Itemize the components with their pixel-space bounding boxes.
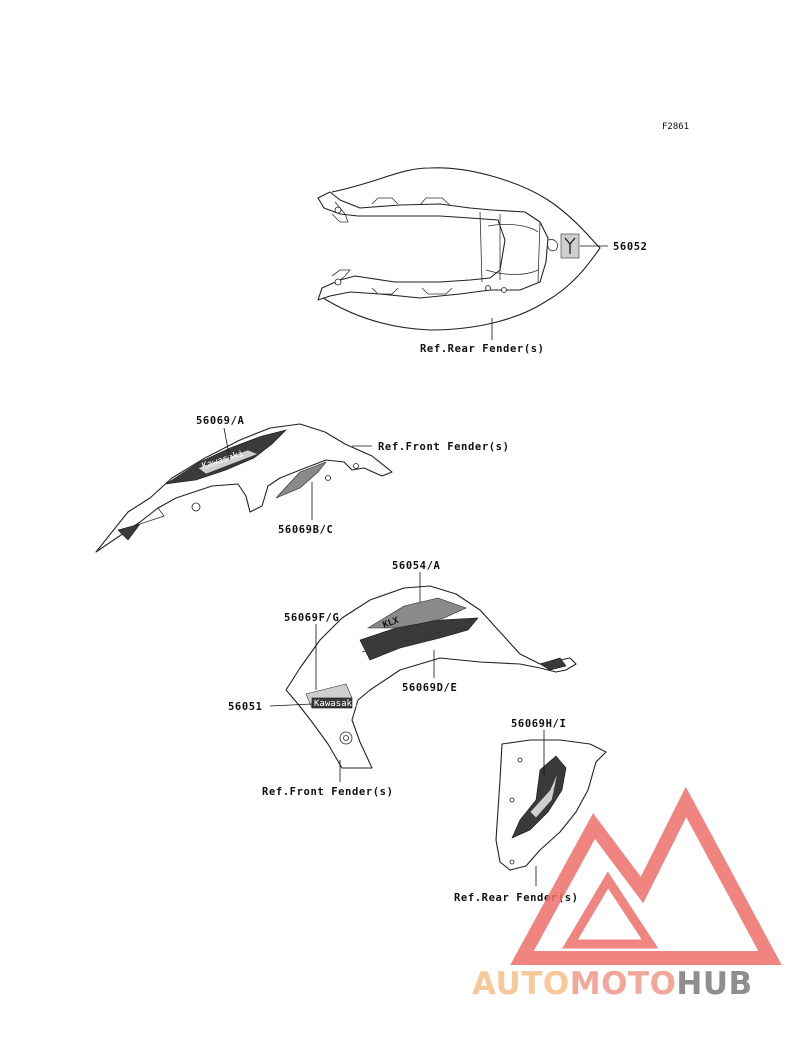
tail-cover-panel [496, 740, 606, 870]
decal-brand-mark: Kawasaki [200, 448, 246, 472]
figure-code: F2861 [662, 122, 690, 132]
decal-model-mark: KLX [381, 615, 401, 631]
label-front-fender-lower: Ref.Front Fender(s) [262, 786, 394, 798]
label-56052: 56052 [613, 241, 648, 253]
label-rear-fender-bottom: Ref.Rear Fender(s) [454, 892, 579, 904]
label-56069fg: 56069F/G [284, 612, 340, 624]
watermark-moto: MOTO [569, 966, 677, 1002]
label-front-fender-upper: Ref.Front Fender(s) [378, 441, 510, 453]
watermark-hub: HUB [676, 966, 753, 1002]
label-56069de: 56069D/E [402, 682, 458, 694]
rear-fender-assembly [318, 168, 600, 330]
label-rear-fender-top: Ref.Rear Fender(s) [420, 343, 545, 355]
left-fairing-panel [96, 424, 392, 552]
label-56069a: 56069/A [196, 415, 245, 427]
label-56054a: 56054/A [392, 560, 441, 572]
rear-badge-56052 [561, 234, 648, 258]
label-56069hi: 56069H/I [511, 718, 567, 730]
label-56069bc: 56069B/C [278, 524, 334, 536]
emblem-brand-mark: Kawasaki [314, 699, 358, 709]
watermark-auto: AUTO [472, 966, 570, 1002]
rear-fender-outline [320, 168, 600, 330]
watermark-text [472, 966, 753, 1002]
label-56051: 56051 [228, 701, 263, 713]
